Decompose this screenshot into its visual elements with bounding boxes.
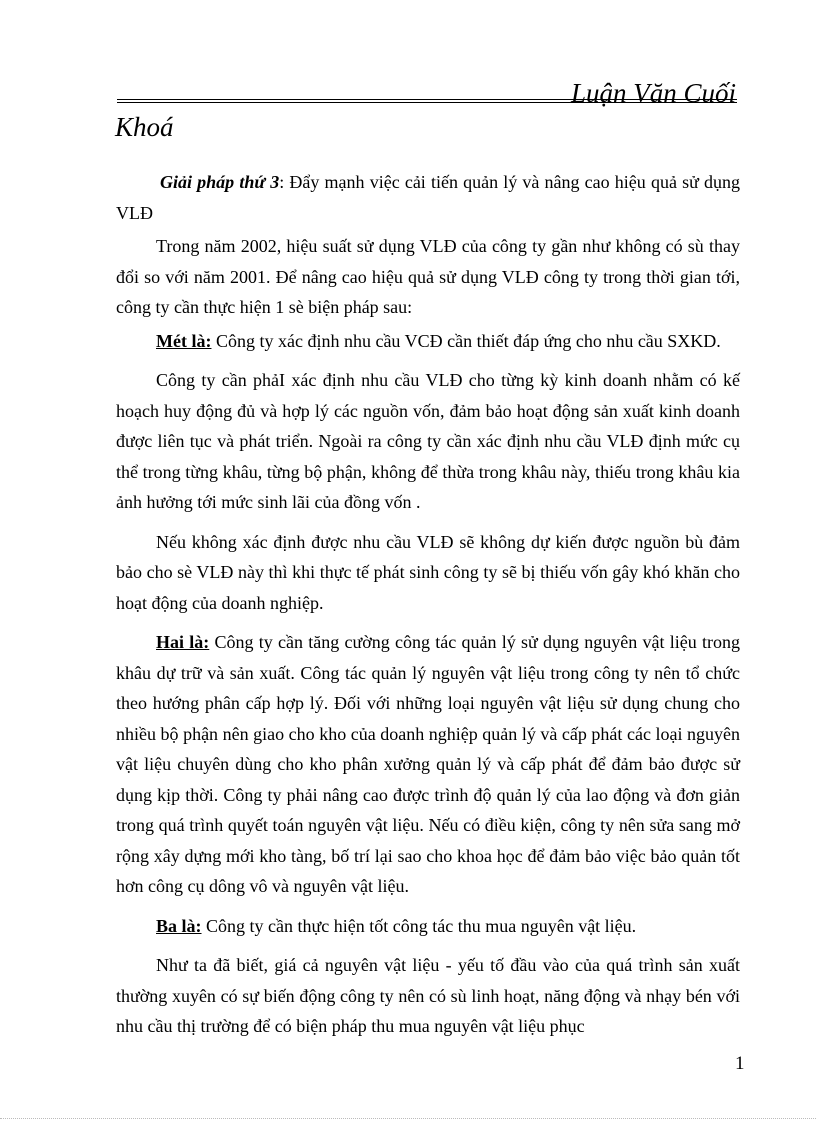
paragraph-first-measure [116,326,740,357]
paragraph-intro: Trong năm 2002, hiệu suất sử dụng VLĐ của công ty gần như không có sù thay đổi so với năm 2001. Để nâng cao hiệu quả sử dụng VLĐ công ty trong thời gian tới, công ty cần thực hiện 1 sè biện pháp sau: [116,236,740,317]
first-measure-text: Công ty xác định nhu cầu VCĐ cần thiết đáp ứng cho nhu cầu SXKD. [211,330,721,351]
paragraph-solution-3 [116,167,740,228]
header-title-left: Khoá [115,112,174,142]
paragraph-vld-demand: Công ty cần phảI xác định nhu cầu VLĐ cho từng kỳ kinh doanh nhằm có kế hoạch huy động đủ và hợp lý các nguồn vốn, đảm bảo hoạt động sản xuất kinh doanh được liên tục và phát triển. Ngoài ra công ty cần xác định nhu cầu VLĐ định mức cụ thể trong từng khâu, từng bộ phận, không để thừa trong khâu này, thiếu trong khâu kia ảnh hưởng tới mức sinh lãi của đồng vốn . [116,370,740,512]
solution-text: : Đẩy mạnh việc cải tiến quản lý và nâng cao hiệu quả sử dụng VLĐ [116,172,740,223]
first-measure-label: Mét là: [156,330,212,351]
document-body [116,167,740,1051]
solution-label: Giải pháp thứ 3 [160,172,280,192]
paragraph-third-measure [116,911,740,942]
page-number: 1 [735,1053,745,1074]
third-measure-label: Ba là: [156,915,202,936]
second-measure-text: Công ty cần tăng cường công tác quản lý sử dụng nguyên vật liệu trong khâu dự trữ và sản xuất. Công tác quản lý nguyên vật liệu trong công ty nên tổ chức theo hướng phân cấp hợp lý. Đối với những loại nguyên vật liệu sử dụng chung cho nhiều bộ phận nên giao cho kho của doanh nghiệp quản lý và cấp phát các loại nguyên vật liệu chuyên dùng cho kho phân xưởng quản lý và cấp phát để đảm bảo được sử dụng kịp thời. Công ty phải nâng cao được trình độ quản lý của lao động và đơn giản trong quá trình quyết toán nguyên vật liệu. Nếu có điều kiện, công ty nên sửa sang mở rộng xây dựng mới kho tàng, bố trí lại sao cho khoa học để đảm bảo việc bảo quản tốt hơn công cụ dông vô và nguyên vật liệu. [116,632,740,896]
second-measure-label: Hai là: [156,632,210,652]
header-rule-top [117,99,737,100]
third-measure-text: Công ty cần thực hiện tốt công tác thu mua nguyên vật liệu. [201,915,637,936]
paragraph-second-measure [116,627,740,902]
header-title-right: Luận Văn Cuối [570,78,736,108]
header-rule-bottom [117,102,737,103]
page-bottom-border [0,1118,816,1119]
paragraph-material-prices: Như ta đã biết, giá cả nguyên vật liệu - yếu tố đầu vào của quá trình sản xuất thường xuyên có sự biến động công ty nên có sù linh hoạt, năng động và nhạy bén với nhu cầu thị trường để có biện pháp thu mua nguyên vật liệu phục [116,955,740,1036]
paragraph-vld-shortage: Nếu không xác định được nhu cầu VLĐ sẽ không dự kiến được nguồn bù đảm bảo cho sè VLĐ này thì khi thực tế phát sinh công ty sẽ bị thiếu vốn gây khó khăn cho hoạt động của doanh nghiệp. [116,531,740,613]
